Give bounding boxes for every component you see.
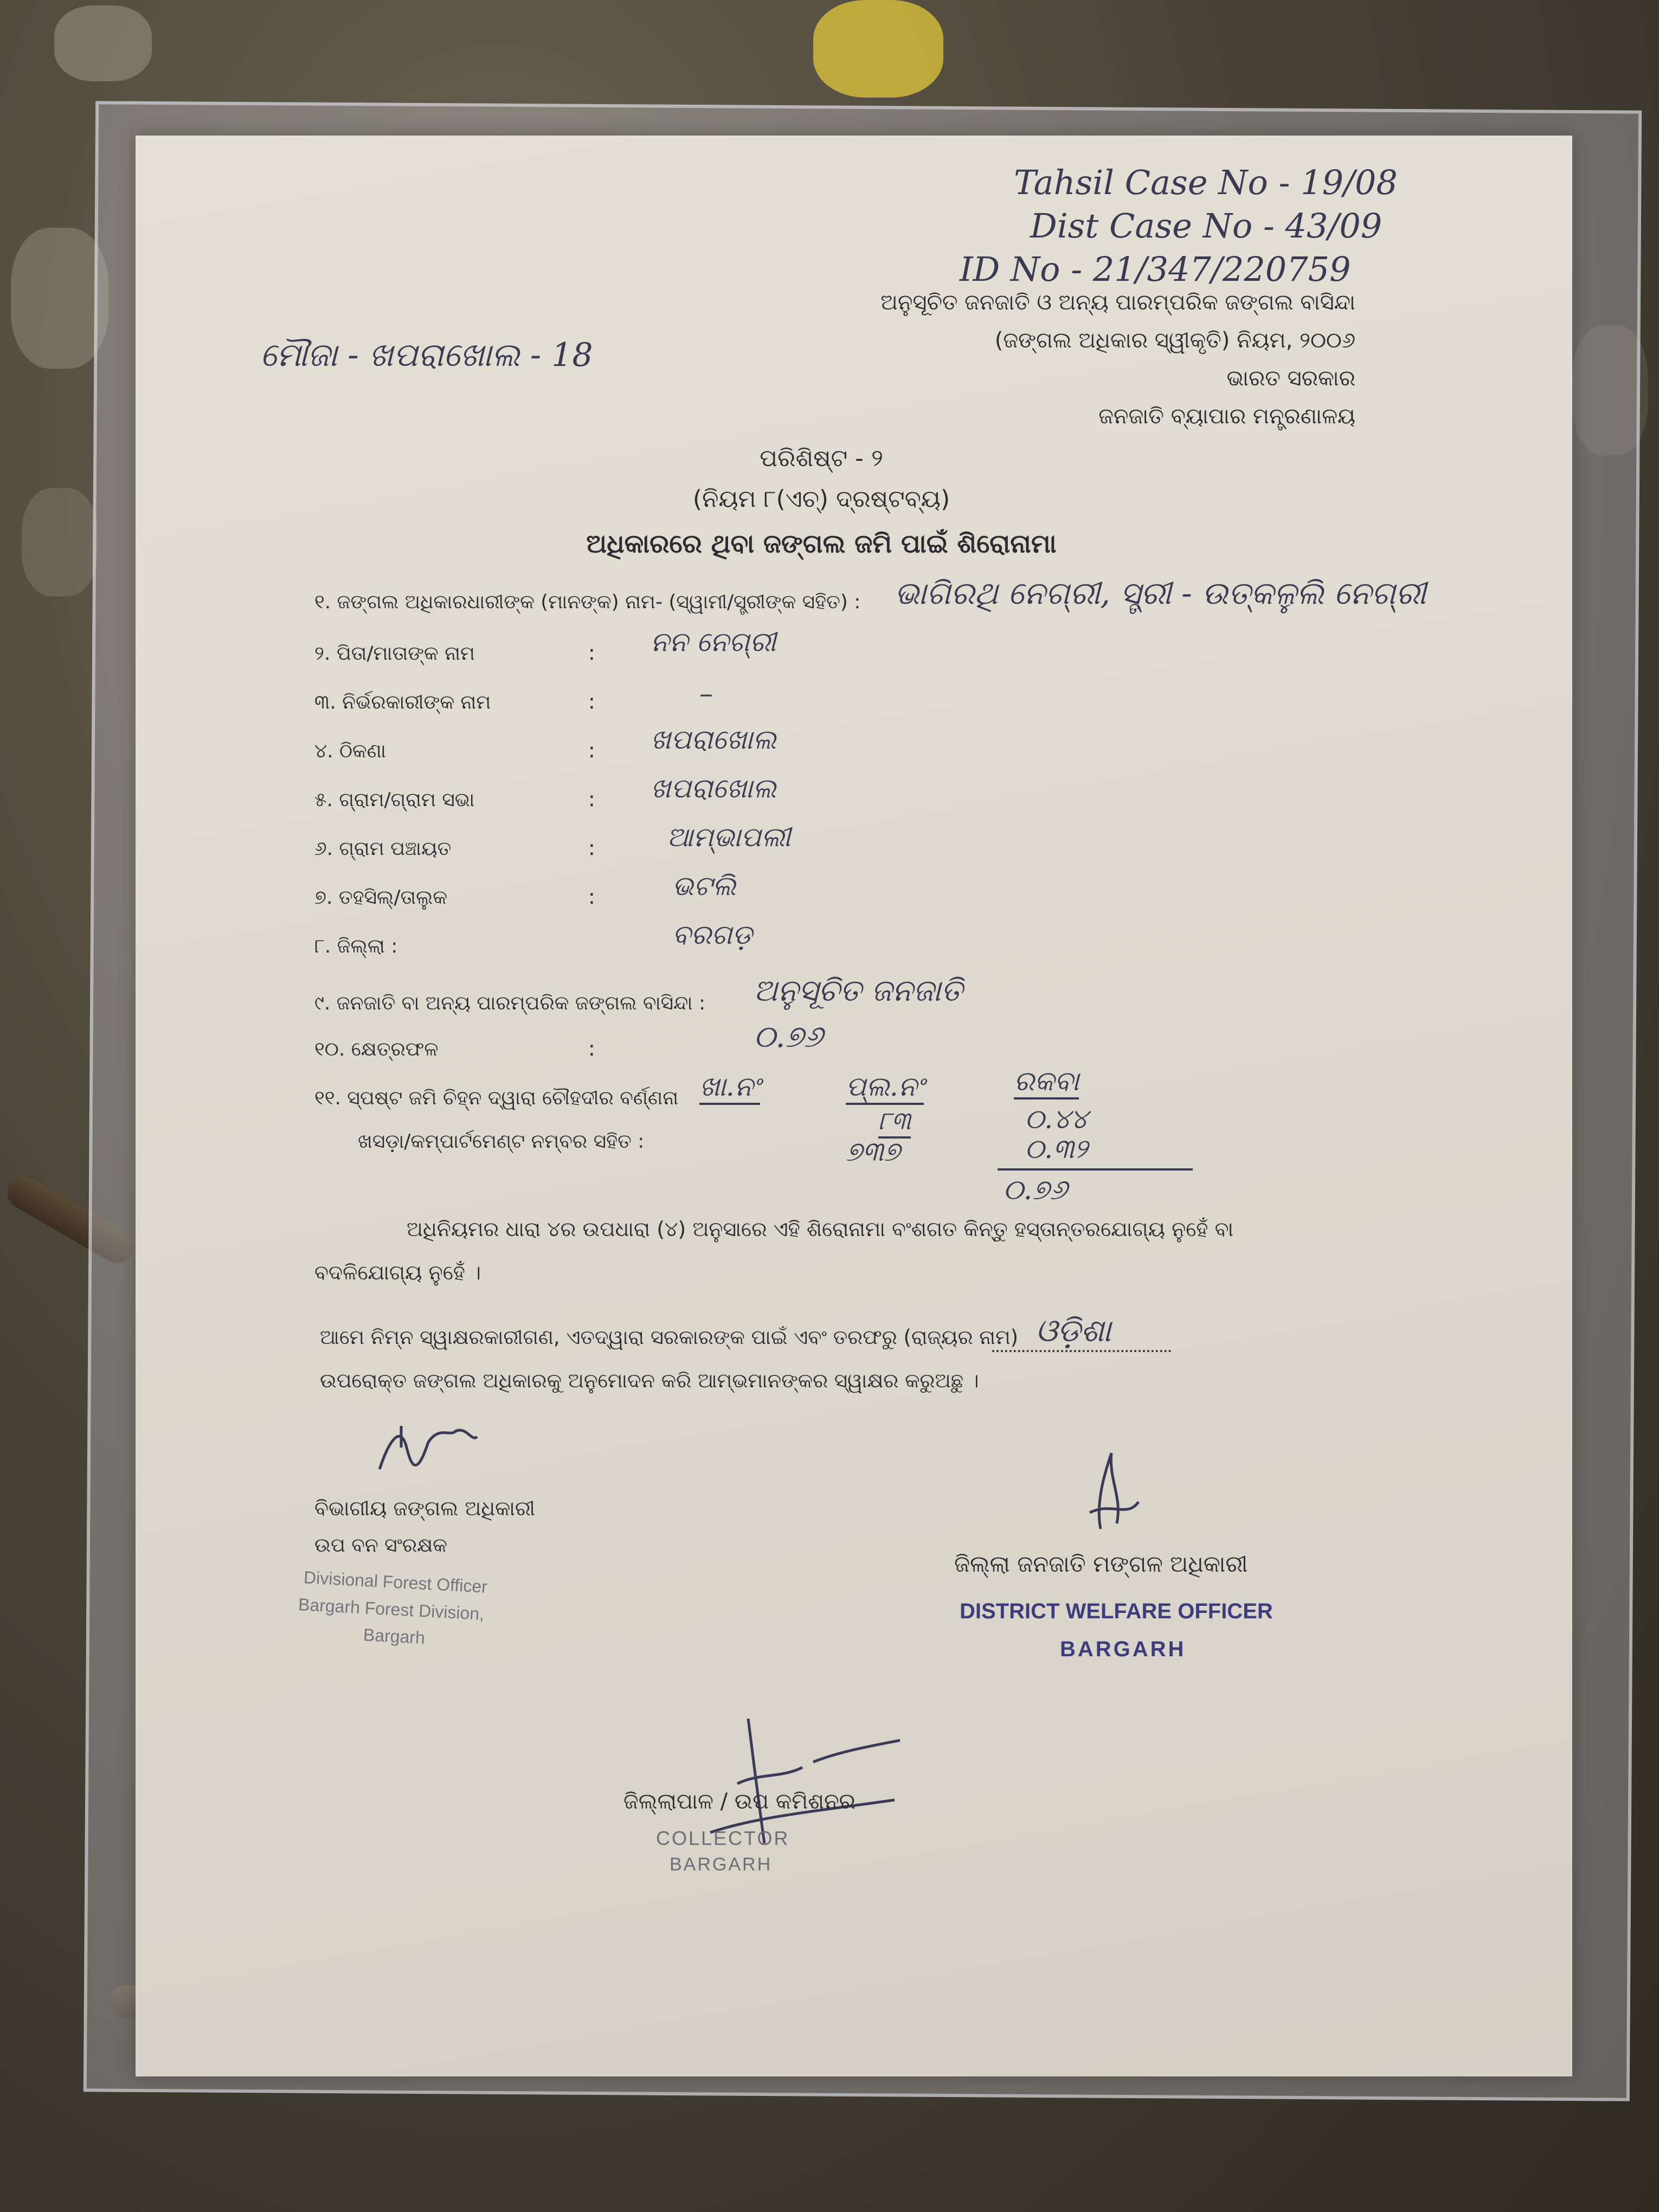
bottom-stamp-line-1: COLLECTOR — [656, 1827, 790, 1849]
plot-value-2: ୭୩୭ — [846, 1136, 901, 1167]
field-10-label: ୧୦. କ୍ଷେତ୍ରଫଳ — [314, 1038, 439, 1060]
paragraph-1b: ବଦଳିଯୋଗ୍ୟ ନୁହେଁ । — [314, 1261, 481, 1284]
field-8-label: ୮. ଜିଲ୍ଲା : — [314, 935, 398, 957]
right-signature — [1079, 1448, 1155, 1540]
header-line-2: (ଜଙ୍ଗଲ ଅଧିକାର ସ୍ୱୀକୃତି) ନିୟମ, ୨୦୦୬ — [994, 328, 1355, 353]
left-signatory-subtitle: ଉପ ବନ ସଂରକ୍ଷକ — [314, 1534, 447, 1557]
field-5-colon: : — [588, 787, 595, 811]
header-line-4: ଜନଜାତି ବ୍ୟାପାର ମନ୍ତ୍ରଣାଳୟ — [1098, 404, 1355, 429]
tahsil-case-number: Tahsil Case No - 19/08 — [1014, 163, 1398, 202]
field-10-colon: : — [588, 1037, 595, 1060]
area-total-rule — [998, 1168, 1193, 1171]
left-stamp-line-1: Divisional Forest Officer — [303, 1567, 488, 1597]
district-case-number: Dist Case No - 43/09 — [1030, 206, 1382, 246]
right-stamp-line-1: DISTRICT WELFARE OFFICER — [960, 1599, 1273, 1623]
field-6-colon: : — [588, 836, 595, 860]
field-11-label: ୧୧. ସ୍ପଷ୍ଟ ଜମି ଚିହ୍ନ ଦ୍ୱାରା ଚୌହଦୀର ବର୍ଣ୍ଣନା — [314, 1087, 679, 1109]
right-signatory-title: ଜିଲ୍ଲା ଜନଜାତି ମଙ୍ଗଳ ଅଧିକାରୀ — [954, 1551, 1248, 1577]
field-3-colon: : — [588, 690, 595, 713]
area-heading: ରକବା — [1014, 1065, 1079, 1099]
field-2-label: ୨. ପିତା/ମାତାଙ୍କ ନାମ — [314, 642, 475, 665]
left-signatory-title: ବିଭାଗୀୟ ଜଙ୍ଗଲ ଅଧିକାରୀ — [314, 1496, 535, 1520]
field-6-value: ଆମ୍ଭାପଲୀ — [667, 821, 791, 853]
khata-heading: ଖା.ନଂ — [699, 1071, 760, 1105]
annexure-label: ପରିଶିଷ୍ଟ - ୨ — [760, 445, 883, 472]
field-4-colon: : — [588, 738, 595, 762]
plot-value-1: ୮୩ — [878, 1106, 911, 1139]
field-7-colon: : — [588, 885, 595, 909]
field-3-value: – — [699, 678, 713, 709]
mouza-handwritten: ମୌଜା - ଖପରାଖୋଲ - 18 — [260, 336, 593, 374]
field-5-label: ୫. ଗ୍ରାମ/ଗ୍ରାମ ସଭା — [314, 789, 475, 811]
rule-reference: (ନିୟମ ୮(ଏଚ୍) ଦ୍ରଷ୍ଟବ୍ୟ) — [692, 485, 950, 513]
field-7-label: ୭. ତହସିଲ୍/ତାଲୁକ — [314, 886, 448, 909]
field-9-label: ୯. ଜନଜାତି ବା ଅନ୍ୟ ପାରମ୍ପରିକ ଜଙ୍ଗଲ ବାସିନ୍ଦା : — [314, 992, 706, 1014]
state-name-blank — [992, 1350, 1171, 1352]
field-5-value: ଖପରାଖୋଲ — [651, 773, 776, 804]
state-name: ଓଡ଼ିଶା — [1036, 1312, 1111, 1349]
field-1-label: ୧. ଜଙ୍ଗଲ ଅଧିକାରଧାରୀଙ୍କ (ମାନଙ୍କ) ନାମ- (ସ୍ୱାମୀ/ସ୍ତ୍ରୀଙ୍କ ସହିତ) : — [314, 591, 861, 613]
header-line-3: ଭାରତ ସରକାର — [1226, 366, 1355, 391]
area-total: ୦.୭୬ — [1003, 1174, 1068, 1206]
left-stamp-line-2: Bargarh Forest Division, — [298, 1594, 485, 1624]
field-3-label: ୩. ନିର୍ଭରକାରୀଙ୍କ ନାମ — [314, 691, 491, 713]
header-line-1: ଅନୁସୂଚିତ ଜନଜାତି ଓ ଅନ୍ୟ ପାରମ୍ପରିକ ଜଙ୍ଗଲ ବାସିନ୍ଦା — [880, 290, 1355, 315]
paragraph-2: ଆମେ ନିମ୍ନ ସ୍ୱାକ୍ଷରକାରୀଗଣ, ଏତଦ୍ୱାରା ସରକାରଙ୍କ ପାଇଁ ଏବଂ ତରଫରୁ (ରାଜ୍ୟର ନାମ) — [320, 1326, 1019, 1349]
field-8-value: ବରଗଡ଼ — [672, 919, 753, 950]
field-4-value: ଖପରାଖୋଲ — [651, 724, 776, 755]
document-title: ଅଧିକାରରେ ଥିବା ଜଙ୍ଗଲ ଜମି ପାଇଁ ଶିରୋନାମା — [586, 529, 1057, 559]
id-number: ID No - 21/347/220759 — [960, 249, 1351, 289]
plot-heading: ପ୍ଲ.ନଂ — [846, 1071, 924, 1105]
bottom-stamp-line-2: BARGARH — [670, 1854, 773, 1875]
paragraph-3: ଉପରୋକ୍ତ ଜଙ୍ଗଲ ଅଧିକାରକୁ ଅନୁମୋଦନ କରି ଆମ୍ଭମାନଙ୍କର ସ୍ୱାକ୍ଷର କରୁଅଛୁ । — [320, 1369, 979, 1392]
left-stamp-line-3: Bargarh — [363, 1625, 426, 1648]
bottom-signatory-title: ଜିଲ୍ଲାପାଳ / ଉପ କମିଶନର — [623, 1789, 856, 1814]
area-value-2: ୦.୩୨ — [1025, 1133, 1088, 1165]
right-stamp-line-2: BARGARH — [1060, 1637, 1186, 1661]
field-11-label-2: ଖସଡ଼ା/କମ୍ପାର୍ଟମେଣ୍ଟ ନମ୍ବର ସହିତ : — [358, 1130, 645, 1153]
area-value-1: ୦.୪୪ — [1025, 1103, 1088, 1135]
field-10-value: ୦.୭୬ — [754, 1019, 823, 1054]
field-1-value: ଭାଗିରଥି ନେଗ୍ରୀ, ସ୍ତ୍ରୀ - ଉତ୍କଳୁଲି ନେଗ୍ରୀ — [895, 575, 1426, 612]
field-9-value: ଅନୁସୂଚିତ ଜନଜାତି — [754, 973, 963, 1008]
field-2-colon: : — [588, 641, 595, 665]
left-signature — [369, 1415, 488, 1486]
field-6-label: ୬. ଗ୍ରାମ ପଞ୍ଚାୟତ — [314, 838, 452, 860]
field-7-value: ଭଟଲି — [672, 870, 736, 902]
title-document — [136, 136, 1572, 2076]
field-4-label: ୪. ଠିକଣା — [314, 740, 387, 762]
field-2-value: ନନ ନେଗ୍ରୀ — [651, 626, 776, 658]
paragraph-1: ଅଧିନିୟମର ଧାରା ୪ର ଉପଧାରା (୪) ଅନୁସାରେ ଏହି ଶିରୋନାମା ବଂଶଗତ କିନ୍ତୁ ହସ୍ତାନ୍ତରଯୋଗ୍ୟ ନୁହେଁ ବା — [407, 1217, 1234, 1241]
